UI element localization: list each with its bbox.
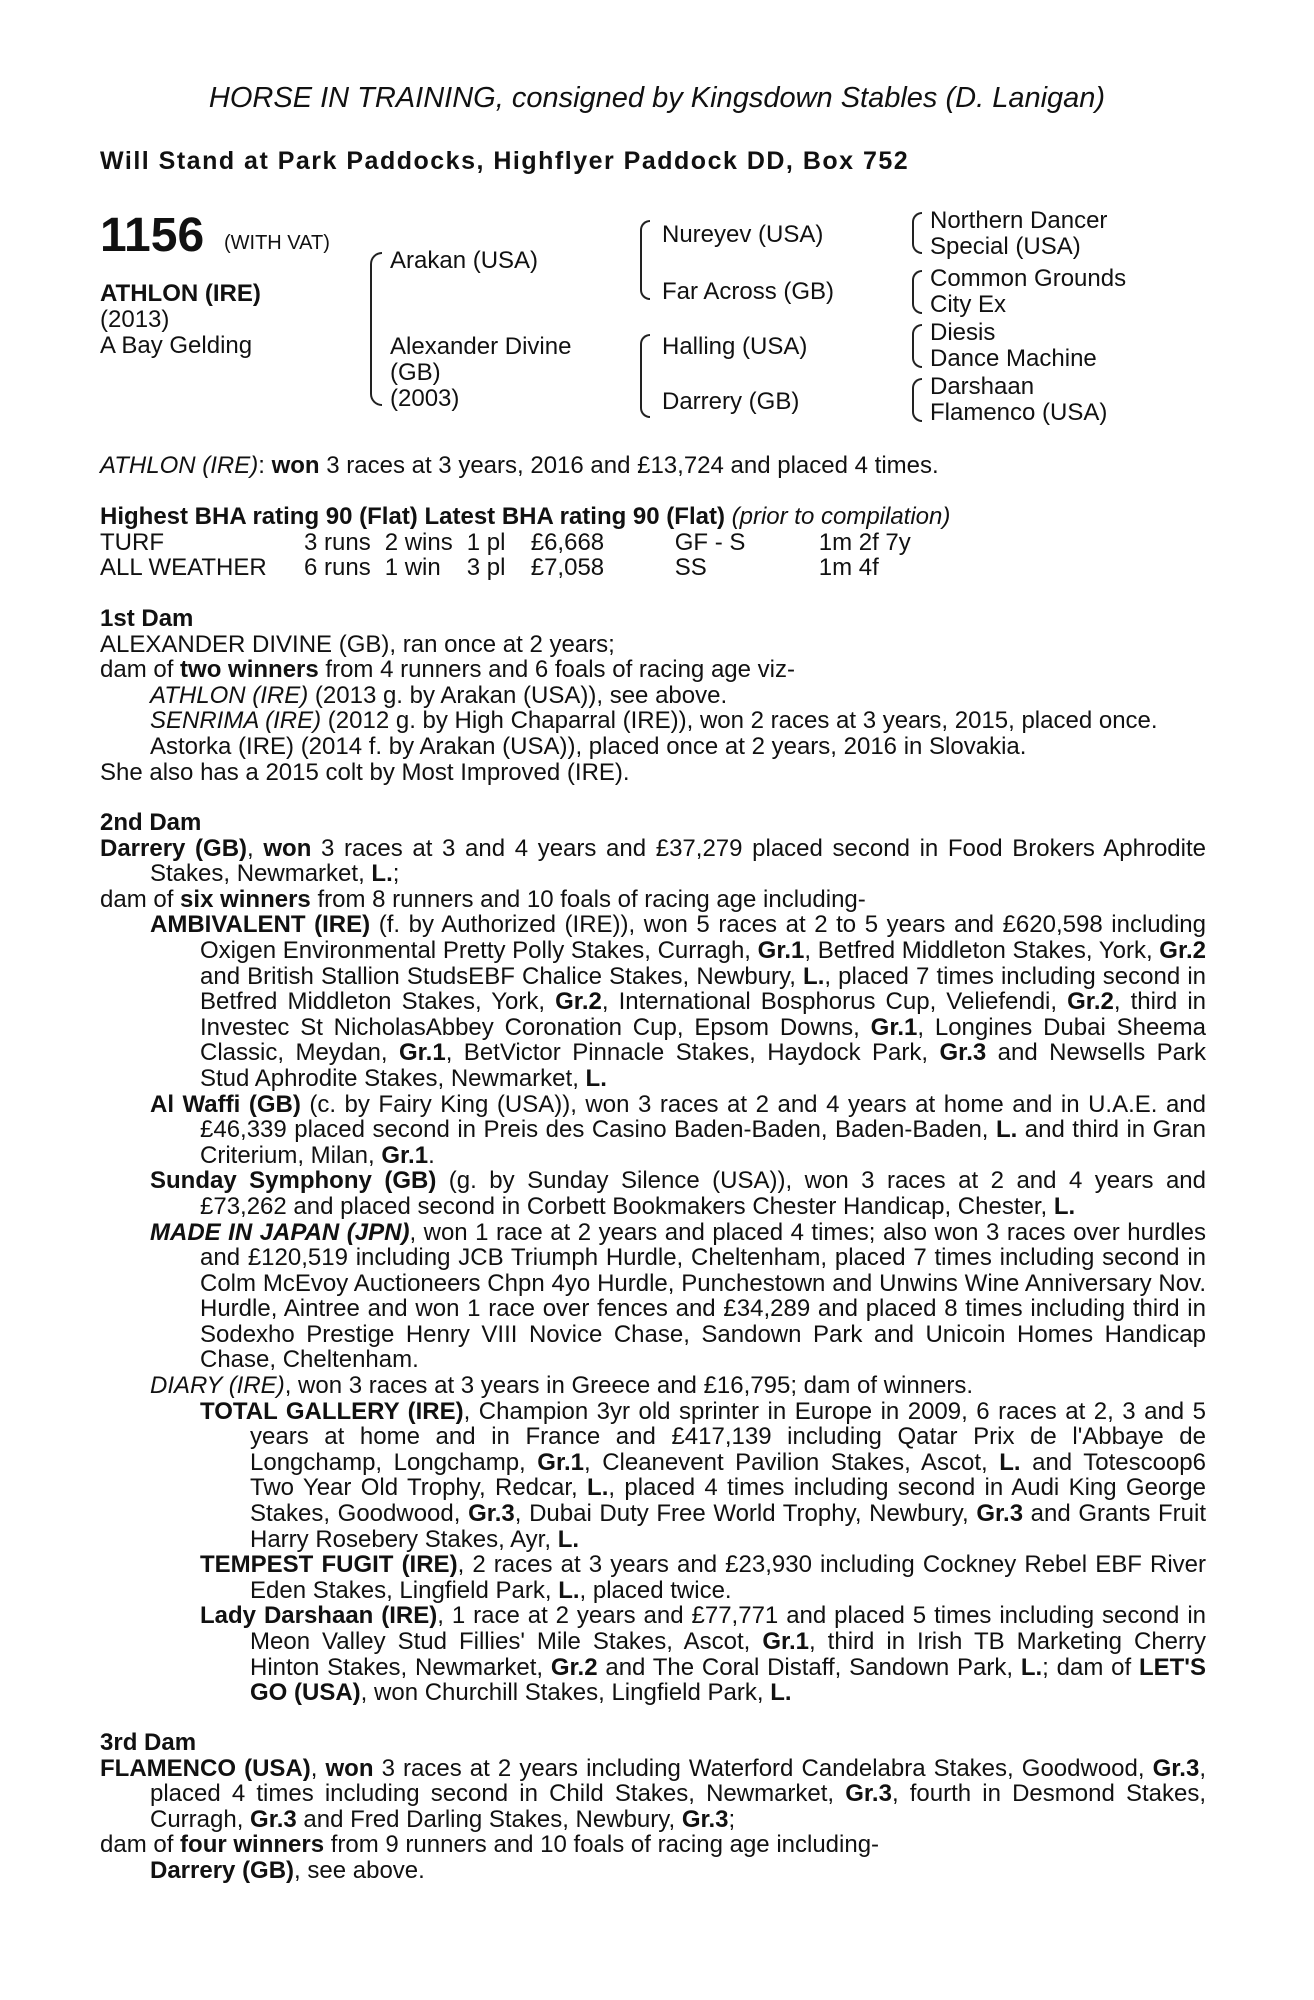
- pedigree-brace-3b: [912, 270, 922, 314]
- first-dam-section: 1st Dam ALEXANDER DIVINE (GB), ran once at 2 years; dam of two winners from 4 runners and 6 foals of racing age viz- ATHLON (IRE) (2013 g. by Arakan (USA)), see above. SENRIMA (IRE) (2012 g. by High Chaparral (IRE)), won 2 races at 3 years, 2015, placed once. Astorka (IRE) (2014 f. by Arakan (USA)), placed once at 2 years, 2016 in Slovakia. She also has a 2015 colt by Most Improved (IRE).: [100, 606, 1206, 785]
- ped-ssd: Special (USA): [930, 233, 1081, 260]
- dam-sire: Halling (USA): [662, 333, 808, 360]
- ped-sdd: City Ex: [930, 291, 1007, 318]
- pedigree-brace-2a: [640, 220, 650, 300]
- pedigree-brace-3c: [912, 324, 922, 368]
- sire-sire: Nureyev (USA): [662, 221, 824, 248]
- ped-dss: Diesis: [930, 319, 996, 346]
- third-dam-heading: 3rd Dam: [100, 1729, 197, 1756]
- horse-year: (2013): [100, 306, 170, 333]
- ped-sds: Common Grounds: [930, 265, 1127, 292]
- dam-line-2: (GB): [390, 359, 441, 386]
- perf-row-aw: ALL WEATHER 6 runs 1 win 3 pl £7,058 SS 1m 4f: [100, 553, 879, 581]
- pedigree-brace-1: [370, 252, 382, 406]
- second-dam-heading: 2nd Dam: [100, 809, 202, 836]
- lot-number: 1156: [100, 209, 205, 262]
- vat-label: (WITH VAT): [224, 232, 330, 254]
- rating-block: Highest BHA rating 90 (Flat) Latest BHA rating 90 (Flat) (prior to compilation) TURF 3 runs 2 wins 1 pl £6,668 GF - S 1m 2f 7y ALL WEATHER 6 runs 1 win 3 pl £7,058 SS 1m 4f: [100, 503, 951, 581]
- stand-location: Will Stand at Park Paddocks, Highflyer Paddock DD, Box 752: [100, 147, 910, 175]
- pedigree-brace-3d: [912, 378, 922, 422]
- dam-line-1: Alexander Divine: [390, 333, 572, 360]
- dam-line-3: (2003): [390, 385, 460, 412]
- sire: Arakan (USA): [390, 247, 539, 274]
- dam-dam: Darrery (GB): [662, 388, 800, 415]
- consignor-header: HORSE IN TRAINING, consigned by Kingsdown Stables (D. Lanigan): [208, 82, 1106, 114]
- horse-description: A Bay Gelding: [100, 332, 253, 359]
- race-summary: ATHLON (IRE): won 3 races at 3 years, 2016 and £13,724 and placed 4 times.: [100, 452, 939, 479]
- ped-sss: Northern Dancer: [930, 207, 1108, 234]
- horse-name: ATHLON (IRE): [100, 280, 261, 307]
- second-dam-section: 2nd Dam Darrery (GB), won 3 races at 3 and 4 years and £37,279 placed second in Food Brokers Aphrodite Stakes, Newmarket, L.; dam of six winners from 8 runners and 10 foals of racing age including- AMBIVALENT (IRE) (f. by Authorized (IRE)), won 5 races at 2 to 5 years and £620,598 including Oxigen Environmental Pretty Polly Stakes, Curragh, Gr.1, Betfred Middleton Stakes, York, Gr.2 and British Stallion StudsEBF Chalice Stakes, Newbury, L., placed 7 times including second in Betfred Middleton Stakes, York, Gr.2, International Bosphorus Cup, Veliefendi, Gr.2, third in Investec St NicholasAbbey Coronation Cup, Epsom Downs, Gr.1, Longines Dubai Sheema Classic, Meydan, Gr.1, BetVictor Pinnacle Stakes, Haydock Park, Gr.3 and Newsells Park Stud Aphrodite Stakes, Newmarket, L. Al Waffi (GB) (c. by Fairy King (USA)), won 3 races at 2 and 4 years at home and in U.A.E. and £46,339 placed second in Preis des Casino Baden-Baden, Baden-Baden, L. and third in Gran Criterium, Milan, Gr.1. Sunday Symphony (GB) (g. by Sunday Silence (USA)), won 3 races at 2 and 4 years and £73,262 and placed second in Corbett Bookmakers Chester Handicap, Chester, L. MADE IN JAPAN (JPN), won 1 race at 2 years and placed 4 times; also won 3 races over hurdles and £120,519 including JCB Triumph Hurdle, Cheltenham, placed 7 times including second in Colm McEvoy Auctioneers Chpn 4yo Hurdle, Punchestown and Unwins Wine Anniversary Nov. Hurdle, Aintree and won 1 race over fences and £34,289 and placed 8 times including third in Sodexho Prestige Henry VIII Novice Chase, Sandown Park and Unicoin Homes Handicap Chase, Cheltenham. DIARY (IRE), won 3 races at 3 years in Greece and £16,795; dam of winners. TOTAL GALLERY (IRE), Champion 3yr old sprinter in Europe in 2009, 6 races at 2, 3 and 5 years at home and in France and £417,139 including Qatar Prix de l'Abbaye de Longchamp, Longchamp, Gr.1, Cleanevent Pavilion Stakes, Ascot, L. and Totescoop6 Two Year Old Trophy, Redcar, L., placed 4 times including second in Audi King George Stakes, Goodwood, Gr.3, Dubai Duty Free World Trophy, Newbury, Gr.3 and Grants Fruit Harry Rosebery Stakes, Ayr, L. TEMPEST FUGIT (IRE), 2 races at 3 years and £23,930 including Cockney Rebel EBF River Eden Stakes, Lingfield Park, L., placed twice. Lady Darshaan (IRE), 1 race at 2 years and £77,771 and placed 5 times including second in Meon Valley Stud Fillies' Mile Stakes, Ascot, Gr.1, third in Irish TB Marketing Cherry Hinton Stakes, Newmarket, Gr.2 and The Coral Distaff, Sandown Park, L.; dam of LET'S GO (USA), won Churchill Stakes, Lingfield Park, L.: [100, 809, 1207, 1707]
- perf-row-turf: TURF 3 runs 2 wins 1 pl £6,668 GF - S 1m 2f 7y: [100, 528, 911, 556]
- ped-ddd: Flamenco (USA): [930, 399, 1108, 426]
- first-dam-heading: 1st Dam: [100, 605, 194, 632]
- ped-dsd: Dance Machine: [930, 345, 1097, 372]
- performance-table: [100, 530, 925, 580]
- ped-dds: Darshaan: [930, 373, 1035, 400]
- sire-dam: Far Across (GB): [662, 278, 835, 305]
- pedigree-brace-3a: [912, 212, 922, 254]
- pedigree-brace-2b: [640, 334, 650, 418]
- third-dam-section: 3rd Dam FLAMENCO (USA), won 3 races at 2 years including Waterford Candelabra Stakes, Goodwood, Gr.3, placed 4 times including second in Child Stakes, Newmarket, Gr.3, fourth in Desmond Stakes, Curragh, Gr.3 and Fred Darling Stakes, Newbury, Gr.3; dam of four winners from 9 runners and 10 foals of racing age including- Darrery (GB), see above.: [100, 1729, 1206, 1884]
